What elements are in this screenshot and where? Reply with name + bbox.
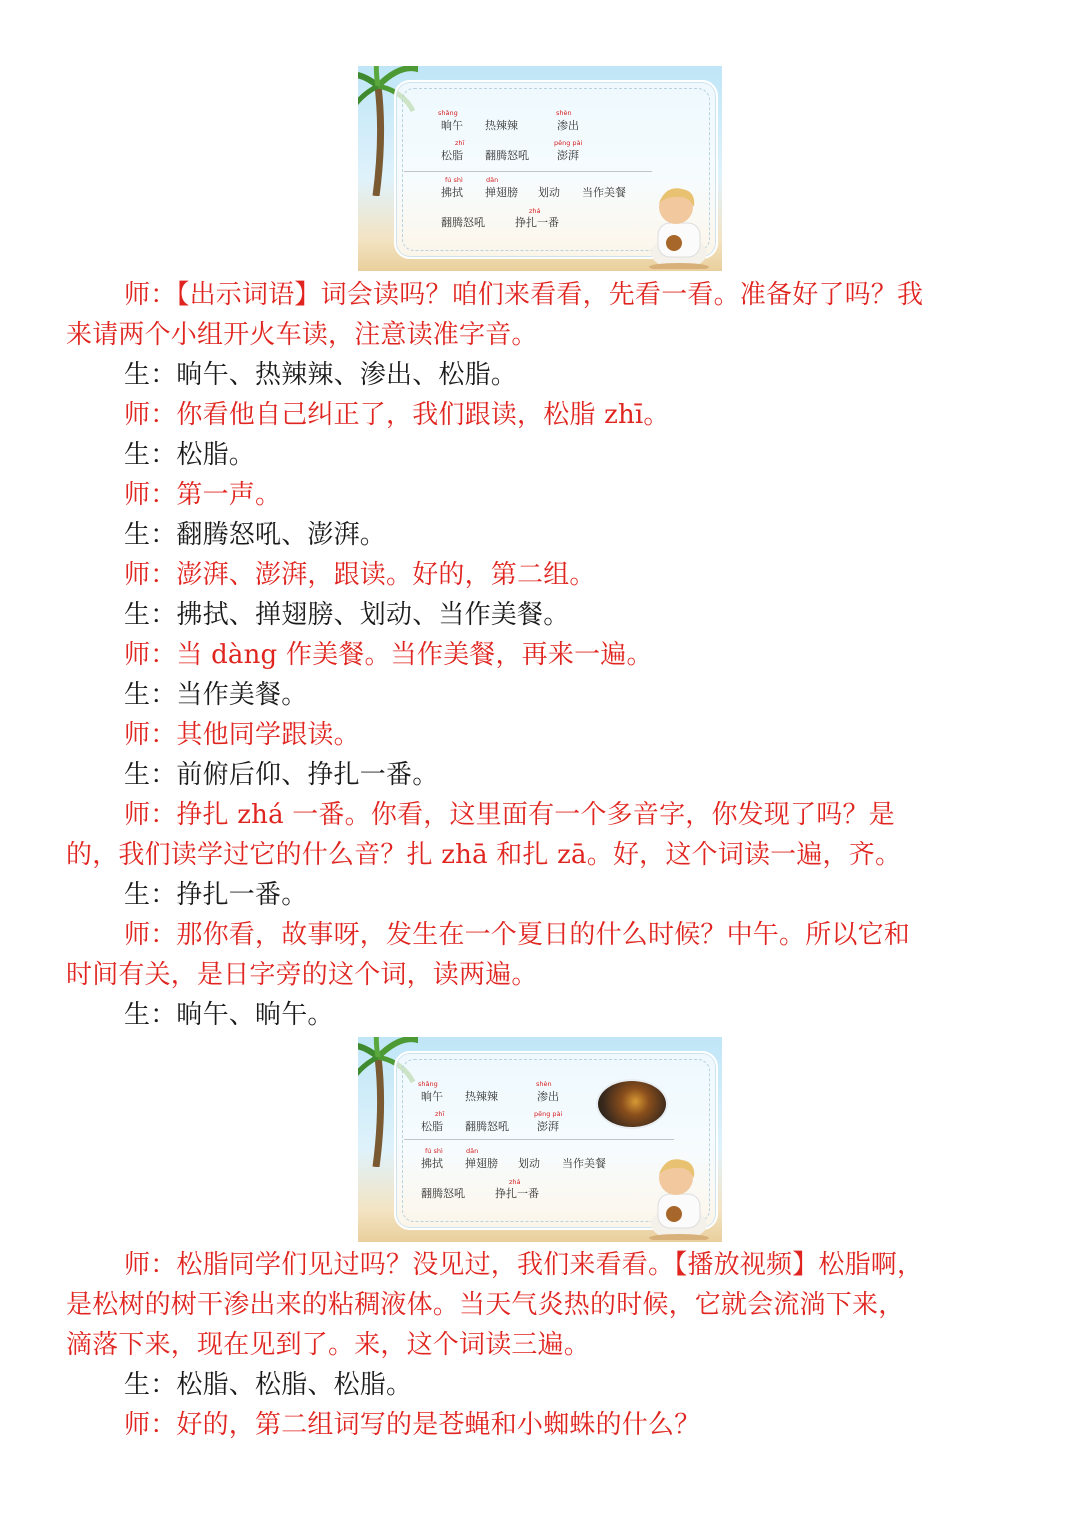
transcript-line: 生：拂拭、掸翅膀、划动、当作美餐。 bbox=[124, 600, 570, 630]
transcript-line: 师：松脂同学们见过吗？没见过，我们来看看。【播放视频】松脂啊， bbox=[124, 1250, 924, 1280]
word: 拂拭 bbox=[421, 1157, 443, 1170]
pinyin: pēng pài bbox=[554, 139, 583, 147]
transcript-line: 生：挣扎一番。 bbox=[124, 880, 308, 910]
divider bbox=[404, 1139, 674, 1140]
pinyin: shǎng bbox=[438, 109, 458, 117]
pine-resin-photo bbox=[596, 1079, 668, 1129]
word: 渗出 bbox=[537, 1090, 559, 1103]
pinyin: fú shì bbox=[445, 176, 463, 184]
transcript-line: 师：好的，第二组词写的是苍蝇和小蜘蛛的什么？ bbox=[124, 1410, 701, 1440]
transcript-line: 滴落下来，现在见到了。来，这个词读三遍。 bbox=[66, 1330, 591, 1360]
vocabulary-slide-1 bbox=[358, 66, 722, 271]
transcript-line: 来请两个小组开火车读，注意读准字音。 bbox=[66, 320, 538, 350]
word: 渗出 bbox=[557, 119, 579, 132]
word: 澎湃 bbox=[537, 1120, 559, 1133]
boy-illustration-icon bbox=[646, 181, 712, 269]
pinyin: zhī bbox=[435, 1110, 445, 1118]
word: 挣扎一番 bbox=[515, 216, 559, 229]
pinyin: fú shì bbox=[425, 1147, 443, 1155]
word: 掸翅膀 bbox=[465, 1157, 498, 1170]
word: 晌午 bbox=[441, 119, 463, 132]
word: 当作美餐 bbox=[582, 186, 626, 199]
word: 翻腾怒吼 bbox=[441, 216, 485, 229]
transcript-line: 师：那你看，故事呀，发生在一个夏日的什么时候？中午。所以它和 bbox=[124, 920, 911, 950]
transcript-line: 师：当 dàng 作美餐。当作美餐，再来一遍。 bbox=[124, 640, 653, 670]
transcript-line: 师：其他同学跟读。 bbox=[124, 720, 360, 750]
transcript-line: 师：挣扎 zhá 一番。你看，这里面有一个多音字，你发现了吗？是 bbox=[124, 800, 895, 830]
transcript-line: 是松树的树干渗出来的粘稠液体。当天气炎热的时候，它就会流淌下来， bbox=[66, 1290, 905, 1320]
transcript-line: 生：当作美餐。 bbox=[124, 680, 308, 710]
word: 松脂 bbox=[421, 1120, 443, 1133]
pinyin: dǎn bbox=[486, 176, 499, 184]
pinyin: pēng pài bbox=[534, 1110, 563, 1118]
pinyin: zhá bbox=[509, 1178, 521, 1186]
word: 掸翅膀 bbox=[485, 186, 518, 199]
transcript-line: 生：晌午、热辣辣、渗出、松脂。 bbox=[124, 360, 518, 390]
transcript-line: 时间有关，是日字旁的这个词，读两遍。 bbox=[66, 960, 538, 990]
pinyin: shǎng bbox=[418, 1080, 438, 1088]
divider bbox=[404, 171, 652, 172]
word: 热辣辣 bbox=[465, 1090, 498, 1103]
transcript-line: 师：澎湃、澎湃，跟读。好的，第二组。 bbox=[124, 560, 596, 590]
word: 当作美餐 bbox=[562, 1157, 606, 1170]
word: 翻腾怒吼 bbox=[421, 1187, 465, 1200]
transcript-line: 生：翻腾怒吼、澎湃。 bbox=[124, 520, 387, 550]
transcript-line: 的，我们读学过它的什么音？扎 zhā 和扎 zā。好，这个词读一遍，齐。 bbox=[66, 840, 902, 870]
transcript-line: 生：松脂。 bbox=[124, 440, 256, 470]
transcript-line: 师：【出示词语】词会读吗？咱们来看看，先看一看。准备好了吗？我 bbox=[124, 280, 924, 310]
vocabulary-slide-2 bbox=[358, 1037, 722, 1242]
word: 翻腾怒吼 bbox=[465, 1120, 509, 1133]
transcript-line: 师：你看他自己纠正了，我们跟读，松脂 zhī。 bbox=[124, 400, 670, 430]
pinyin: shèn bbox=[556, 109, 572, 117]
word: 松脂 bbox=[441, 149, 463, 162]
boy-illustration-icon bbox=[646, 1152, 712, 1240]
word: 拂拭 bbox=[441, 186, 463, 199]
word: 挣扎一番 bbox=[495, 1187, 539, 1200]
word: 划动 bbox=[538, 186, 560, 199]
transcript-line: 师：第一声。 bbox=[124, 480, 282, 510]
word: 热辣辣 bbox=[485, 119, 518, 132]
word: 晌午 bbox=[421, 1090, 443, 1103]
word: 翻腾怒吼 bbox=[485, 149, 529, 162]
transcript-line: 生：松脂、松脂、松脂。 bbox=[124, 1370, 413, 1400]
word: 澎湃 bbox=[557, 149, 579, 162]
word: 划动 bbox=[518, 1157, 540, 1170]
pinyin: zhá bbox=[529, 207, 541, 215]
pinyin: zhī bbox=[455, 139, 465, 147]
pinyin: dǎn bbox=[466, 1147, 479, 1155]
pinyin: shèn bbox=[536, 1080, 552, 1088]
transcript-line: 生：前俯后仰、挣扎一番。 bbox=[124, 760, 439, 790]
transcript-line: 生：晌午、晌午。 bbox=[124, 1000, 334, 1030]
